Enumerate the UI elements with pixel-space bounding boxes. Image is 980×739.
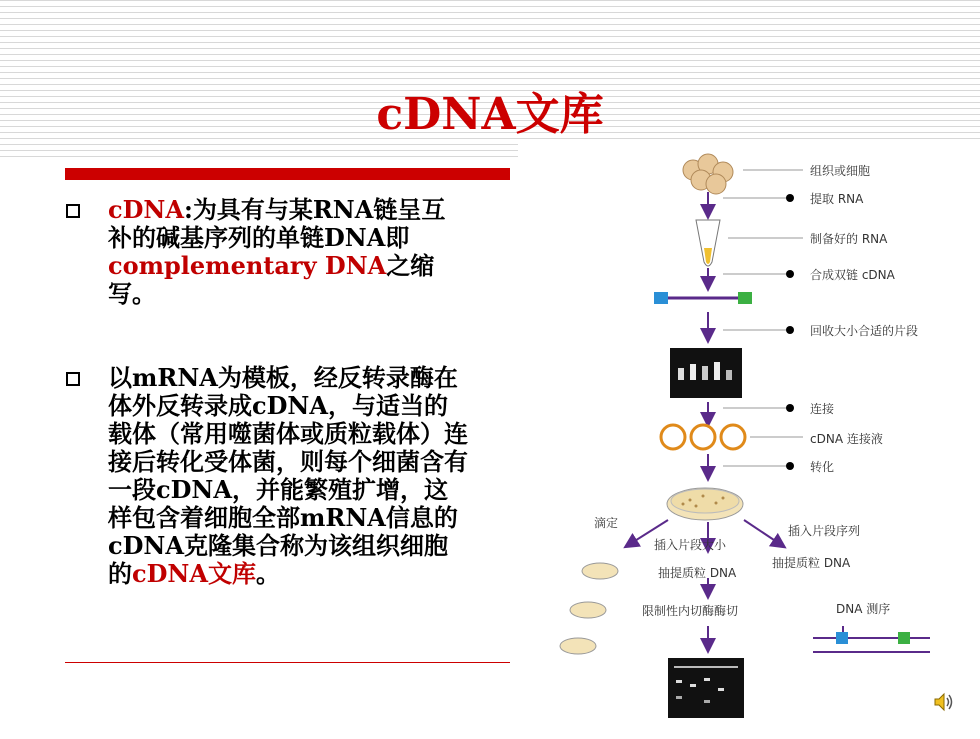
label-prepared-rna: 制备好的 RNA: [810, 232, 888, 246]
label-tissue: 组织或细胞: [810, 164, 871, 178]
step-dot: [786, 404, 794, 412]
step-dot: [786, 270, 794, 278]
tube-icon: [696, 220, 720, 266]
label-insert-size: 插入片段大小: [654, 538, 727, 552]
definition-text-2: 之缩写。: [108, 251, 435, 308]
paragraph-definition: [108, 196, 468, 308]
label-titer: 滴定: [594, 516, 619, 530]
paragraph-explanation: [108, 364, 468, 588]
cell-cluster-icon: [683, 154, 733, 194]
title-underline-bar: [65, 168, 510, 180]
speaker-icon[interactable]: [932, 690, 956, 714]
label-plasmid-extract-right: 抽提质粒 DNA: [772, 556, 851, 570]
small-dish-icons: [560, 563, 618, 654]
petri-dish-icon: [667, 488, 743, 520]
term-cdna: cDNA: [108, 195, 184, 224]
definition-text-1: :为具有与某RNA链呈互补的碱基序列的单链DNA即: [108, 195, 446, 252]
step-dot: [786, 194, 794, 202]
step-dot: [786, 326, 794, 334]
bottom-rule: [65, 662, 510, 663]
term-cdna-library: cDNA文库: [132, 559, 256, 588]
label-transform: 转化: [810, 460, 835, 474]
label-recover-fragments: 回收大小合适的片段: [810, 324, 919, 338]
label-synth-cdna: 合成双链 cDNA: [810, 268, 895, 282]
plasmid-icons: [661, 425, 745, 449]
gel-image-icon: [670, 348, 742, 398]
arrow-right-down: [744, 520, 780, 544]
cdna-fragment-icon: [654, 292, 752, 304]
workflow-diagram: [518, 140, 980, 735]
label-ligase: cDNA 连接液: [810, 432, 883, 446]
explanation-text-2: 。: [255, 559, 280, 588]
bullet-icon: [66, 204, 80, 218]
explanation-text-1: 以mRNA为模板，经反转录酶在体外反转录成cDNA，与适当的载体（常用噬菌体或质粒载体）连接后转化受体菌，则每个细菌含有一段cDNA，并能繁殖扩增，这样包含着细胞全部mRNA信息的cDNA克隆集合称为该组织细胞的: [108, 363, 468, 588]
slide-title: cDNA文库: [376, 89, 604, 140]
term-complementary-dna: complementary DNA: [108, 251, 387, 280]
step-dot: [786, 462, 794, 470]
bullet-icon: [66, 372, 80, 386]
label-plasmid-extract-left: 抽提质粒 DNA: [658, 566, 737, 580]
label-extract-rna: 提取 RNA: [810, 192, 864, 206]
gel-image-icon: [668, 658, 744, 718]
label-dna-sequencing: DNA 测序: [836, 602, 891, 616]
cdna-library-workflow-figure: [518, 140, 980, 735]
label-ligate: 连接: [810, 402, 835, 416]
label-insert-sequence: 插入片段序列: [788, 524, 861, 538]
label-restriction-digest: 限制性内切酶酶切: [642, 604, 739, 618]
sequencing-construct-icon: [813, 632, 930, 652]
